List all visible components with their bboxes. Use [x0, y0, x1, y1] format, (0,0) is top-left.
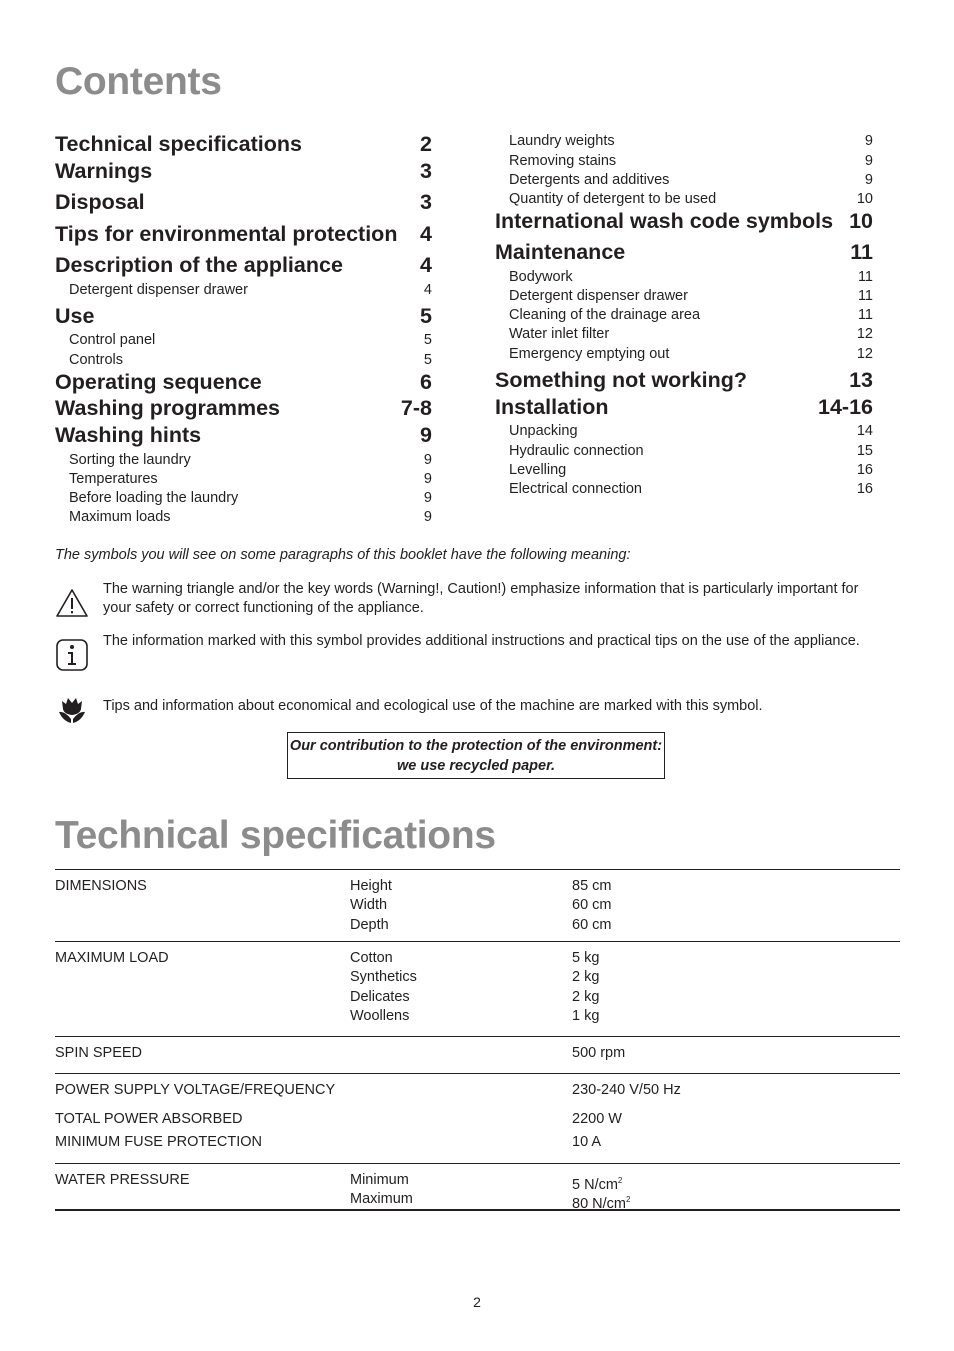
divider: [55, 1163, 900, 1164]
spec-name: Maximum: [350, 1191, 413, 1208]
toc-entry-page: 10: [849, 209, 873, 233]
toc-entry-label: Maximum loads: [69, 509, 171, 525]
divider: [55, 1073, 900, 1074]
toc-entry-page: 9: [420, 423, 432, 447]
toc-entry: [495, 171, 873, 189]
toc-entry-page: 16: [856, 462, 873, 478]
spec-value: 1 kg: [572, 1008, 600, 1025]
toc-entry-page: 3: [420, 159, 432, 183]
toc-entry: [495, 394, 873, 420]
toc-entry-page: 14: [856, 423, 873, 439]
eco-flower-icon: [55, 695, 89, 729]
toc-entry-page: 11: [857, 307, 873, 323]
toc-entry-page: 9: [423, 471, 432, 487]
toc-entry-label: Use: [55, 304, 95, 328]
toc-entry: [495, 287, 873, 305]
spec-value: 2 kg: [572, 988, 600, 1005]
toc-entry-label: Emergency emptying out: [509, 346, 670, 362]
toc-entry-label: Water inlet filter: [509, 326, 610, 342]
toc-entry-page: 9: [423, 509, 432, 525]
toc-entry-page: 9: [864, 153, 873, 169]
superscript: 2: [626, 1195, 631, 1205]
toc-entry-page: 13: [849, 368, 873, 392]
toc-entry-page: 9: [864, 172, 873, 188]
toc-entry: [55, 470, 432, 488]
toc-entry-label: Warnings: [55, 159, 153, 183]
toc-entry: [495, 208, 873, 234]
toc-entry-page: 5: [423, 352, 432, 368]
toc-entry-page: 14-16: [818, 395, 873, 419]
spec-value: 2 kg: [572, 969, 600, 986]
spec-label-power: POWER SUPPLY VOLTAGE/FREQUENCY: [55, 1082, 336, 1098]
spec-name: Delicates: [350, 988, 410, 1005]
contents-title: Contents: [55, 60, 222, 103]
toc-entry: [55, 395, 432, 421]
toc-entry: [495, 132, 873, 150]
spec-value: 10 A: [572, 1134, 602, 1150]
toc-entry-label: International wash code symbols: [495, 209, 834, 233]
toc-entry-page: 12: [856, 346, 873, 362]
spec-value: 5 kg: [572, 950, 600, 966]
page-number: 2: [473, 1294, 481, 1310]
toc-entry: [495, 239, 873, 265]
spec-value-text: 80 N/cm: [572, 1196, 626, 1213]
toc-entry-label: Detergent dispenser drawer: [509, 288, 688, 304]
toc-entry-label: Installation: [495, 395, 609, 419]
spec-label-water: WATER PRESSURE: [55, 1172, 190, 1188]
symbols-intro: The symbols you will see on some paragraphs of this booklet have the following meaning:: [55, 547, 631, 563]
spec-name: Depth: [350, 916, 389, 933]
toc-entry: [495, 422, 873, 440]
toc-entry-page: 10: [856, 191, 873, 207]
toc-entry: [55, 451, 432, 469]
toc-entry-label: Description of the appliance: [55, 253, 343, 277]
toc-entry-label: Electrical connection: [509, 481, 642, 497]
toc-entry-page: 4: [420, 253, 432, 277]
toc-entry-label: Hydraulic connection: [509, 443, 644, 459]
symbol-text-info: The information marked with this symbol provides additional instructions and practical tips on the use of the appliance.: [103, 633, 860, 649]
spec-value: 230-240 V/50 Hz: [572, 1082, 681, 1098]
divider: [55, 1209, 900, 1211]
spec-value-text: 5 N/cm: [572, 1177, 618, 1193]
toc-entry-label: Disposal: [55, 190, 145, 214]
divider: [55, 941, 900, 942]
toc-entry-label: Maintenance: [495, 240, 626, 264]
toc-entry-label: Sorting the laundry: [69, 452, 191, 468]
spec-label-absorbed: TOTAL POWER ABSORBED: [55, 1111, 243, 1127]
toc-entry: [495, 306, 873, 324]
toc-entry: [495, 442, 873, 460]
spec-value: 60 cm: [572, 916, 612, 933]
spec-value: 500 rpm: [572, 1045, 626, 1061]
toc-entry: [55, 303, 432, 329]
superscript: 2: [617, 1176, 623, 1185]
spec-name: Synthetics: [350, 969, 417, 986]
toc-entry: [55, 351, 432, 369]
toc-entry: [495, 345, 873, 363]
toc-entry-label: Laundry weights: [509, 133, 615, 149]
toc-entry: [55, 252, 432, 278]
toc-entry-page: 4: [423, 282, 432, 298]
toc-entry: [55, 221, 432, 247]
spec-label-dimensions: DIMENSIONS: [55, 878, 147, 894]
toc-entry-label: Something not working?: [495, 368, 748, 392]
spec-name: Woollens: [350, 1008, 410, 1025]
spec-name: Cotton: [350, 950, 393, 966]
toc-entry: [55, 158, 432, 184]
spec-label-max-load: MAXIMUM LOAD: [55, 950, 169, 966]
spec-value: 60 cm: [572, 897, 612, 914]
toc-entry-page: 6: [420, 370, 432, 394]
toc-entry-page: 15: [856, 443, 873, 459]
spec-value: 2200 W: [572, 1111, 622, 1127]
divider: [55, 869, 900, 870]
toc-entry: [495, 268, 873, 286]
toc-entry: [55, 189, 432, 215]
toc-entry: [55, 131, 432, 157]
toc-entry-page: 9: [423, 452, 432, 468]
toc-entry: [495, 480, 873, 498]
toc-entry-page: 11: [857, 288, 873, 304]
toc-entry-page: 3: [420, 190, 432, 214]
toc-entry: [55, 281, 432, 299]
toc-entry-page: 9: [864, 133, 873, 149]
toc-entry-label: Levelling: [509, 462, 567, 478]
toc-entry-label: Detergents and additives: [509, 172, 670, 188]
toc-entry-label: Operating sequence: [55, 370, 262, 394]
toc-entry: [55, 331, 432, 349]
toc-entry-label: Technical specifications: [55, 132, 302, 156]
tech-specs-title: Technical specifications: [55, 814, 496, 857]
spec-label-spin: SPIN SPEED: [55, 1045, 143, 1061]
toc-entry-page: 12: [856, 326, 873, 342]
toc-entry: [495, 190, 873, 208]
toc-entry-page: 4: [420, 222, 432, 246]
toc-entry-label: Cleaning of the drainage area: [509, 307, 701, 323]
toc-entry-page: 7-8: [400, 396, 432, 420]
toc-entry-label: Detergent dispenser drawer: [69, 282, 248, 298]
toc-entry-label: Temperatures: [69, 471, 158, 487]
toc-entry-label: Quantity of detergent to be used: [509, 191, 717, 207]
toc-entry-label: Washing programmes: [55, 396, 280, 420]
toc-entry-page: 16: [856, 481, 873, 497]
spec-label-fuse: MINIMUM FUSE PROTECTION: [55, 1134, 263, 1150]
spec-name: Width: [350, 897, 388, 914]
toc-entry-page: 5: [423, 332, 432, 348]
toc-entry-label: Bodywork: [509, 269, 573, 285]
toc-entry-label: Unpacking: [509, 423, 578, 439]
toc-entry-label: Washing hints: [55, 423, 202, 447]
toc-entry-page: 5: [420, 304, 432, 328]
toc-entry: [55, 508, 432, 526]
toc-entry-label: Tips for environmental protection: [55, 222, 398, 246]
toc-entry-label: Before loading the laundry: [69, 490, 239, 506]
toc-entry: [55, 422, 432, 448]
toc-entry-label: Control panel: [69, 332, 156, 348]
toc-entry: [495, 367, 873, 393]
spec-value: 85 cm: [572, 878, 612, 894]
symbol-text-warning: The warning triangle and/or the key words (Warning!, Caution!) emphasize information that is particularly important for your safety or correct functioning of the appliance.: [103, 581, 859, 616]
symbol-text-eco: Tips and information about economical and ecological use of the machine are marked with this symbol.: [103, 698, 763, 714]
warning-triangle-icon: [55, 586, 89, 620]
info-icon: [55, 638, 89, 672]
divider: [55, 1036, 900, 1037]
toc-entry-label: Controls: [69, 352, 123, 368]
spec-name: Height: [350, 878, 392, 894]
toc-entry-page: 11: [850, 240, 873, 264]
toc-entry: [495, 325, 873, 343]
toc-entry: [495, 152, 873, 170]
toc-entry: [55, 369, 432, 395]
toc-entry-page: 11: [857, 269, 873, 285]
toc-entry-page: 9: [423, 490, 432, 506]
spec-value: [572, 1190, 630, 1214]
toc-entry: [495, 461, 873, 479]
toc-entry-page: 2: [420, 132, 432, 156]
recycled-paper-note: Our contribution to the protection of the environment: we use recycled paper.: [287, 732, 665, 779]
toc-entry: [55, 489, 432, 507]
toc-entry-label: Removing stains: [509, 153, 617, 169]
spec-name: Minimum: [350, 1172, 409, 1188]
